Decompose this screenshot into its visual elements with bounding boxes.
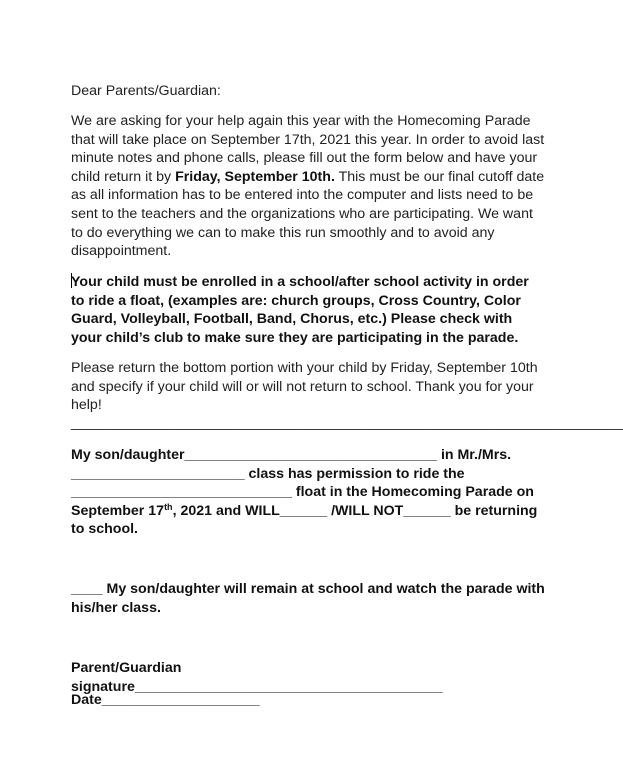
- form-line-4: [71, 502, 546, 521]
- ordinal-suffix: th: [164, 501, 173, 512]
- will-return-text: , 2021 and WILL______ /WILL NOT______ be returning: [172, 502, 538, 519]
- form-line-2: ______________________ class has permission to ride the: [71, 465, 465, 482]
- enrollment-text: Your child must be enrolled in a school/after school activity in order to ride a float, (examples are: church groups, Cross Country, Color Guard, Volleyball, Football, Band, Chorus, etc.) Please check with your child’s club to make sure they are participating in the parade.: [71, 274, 529, 346]
- intro-paragraph: [71, 112, 546, 261]
- form-line-5: to school.: [71, 521, 138, 538]
- deadline-date: Friday, September 10th.: [175, 168, 335, 185]
- return-instructions-paragraph: Please return the bottom portion with your child by Friday, September 10th and specify if your child will or will not return to school. Thank you for your help!: [71, 360, 538, 414]
- cut-line-divider: ______________________________________________________________________: [71, 415, 623, 431]
- form-line-3: ____________________________ float in the Homecoming Parade on: [71, 484, 534, 501]
- greeting: Dear Parents/Guardian:: [71, 83, 221, 99]
- intro-text-1: We are asking for your help again this year with the Homecoming Parade that will take place on September 17th, 2021 this year. In order to avoid last minute notes and phone calls, please fill out the form below and have your child return it by: [71, 113, 545, 185]
- form-line-1: My son/daughter________________________________ in Mr./Mrs.: [71, 447, 512, 463]
- enrollment-requirement-paragraph: [71, 273, 546, 347]
- signature-line: Parent/Guardian signature_______________________________________: [71, 660, 443, 695]
- date-line: Date____________________: [71, 692, 260, 708]
- permission-form: [71, 446, 546, 539]
- intro-text-2: This must be our final cutoff date as all information has to be entered into the computer and lists need to be sent to the teachers and the organizations who are participating. We want to do everything we can to make this run smoothly and to avoid any disappointment.: [71, 168, 545, 260]
- remain-at-school-option: ____ My son/daughter will remain at school and watch the parade with his/her class.: [71, 581, 545, 616]
- parade-date-text: September 17: [71, 502, 165, 519]
